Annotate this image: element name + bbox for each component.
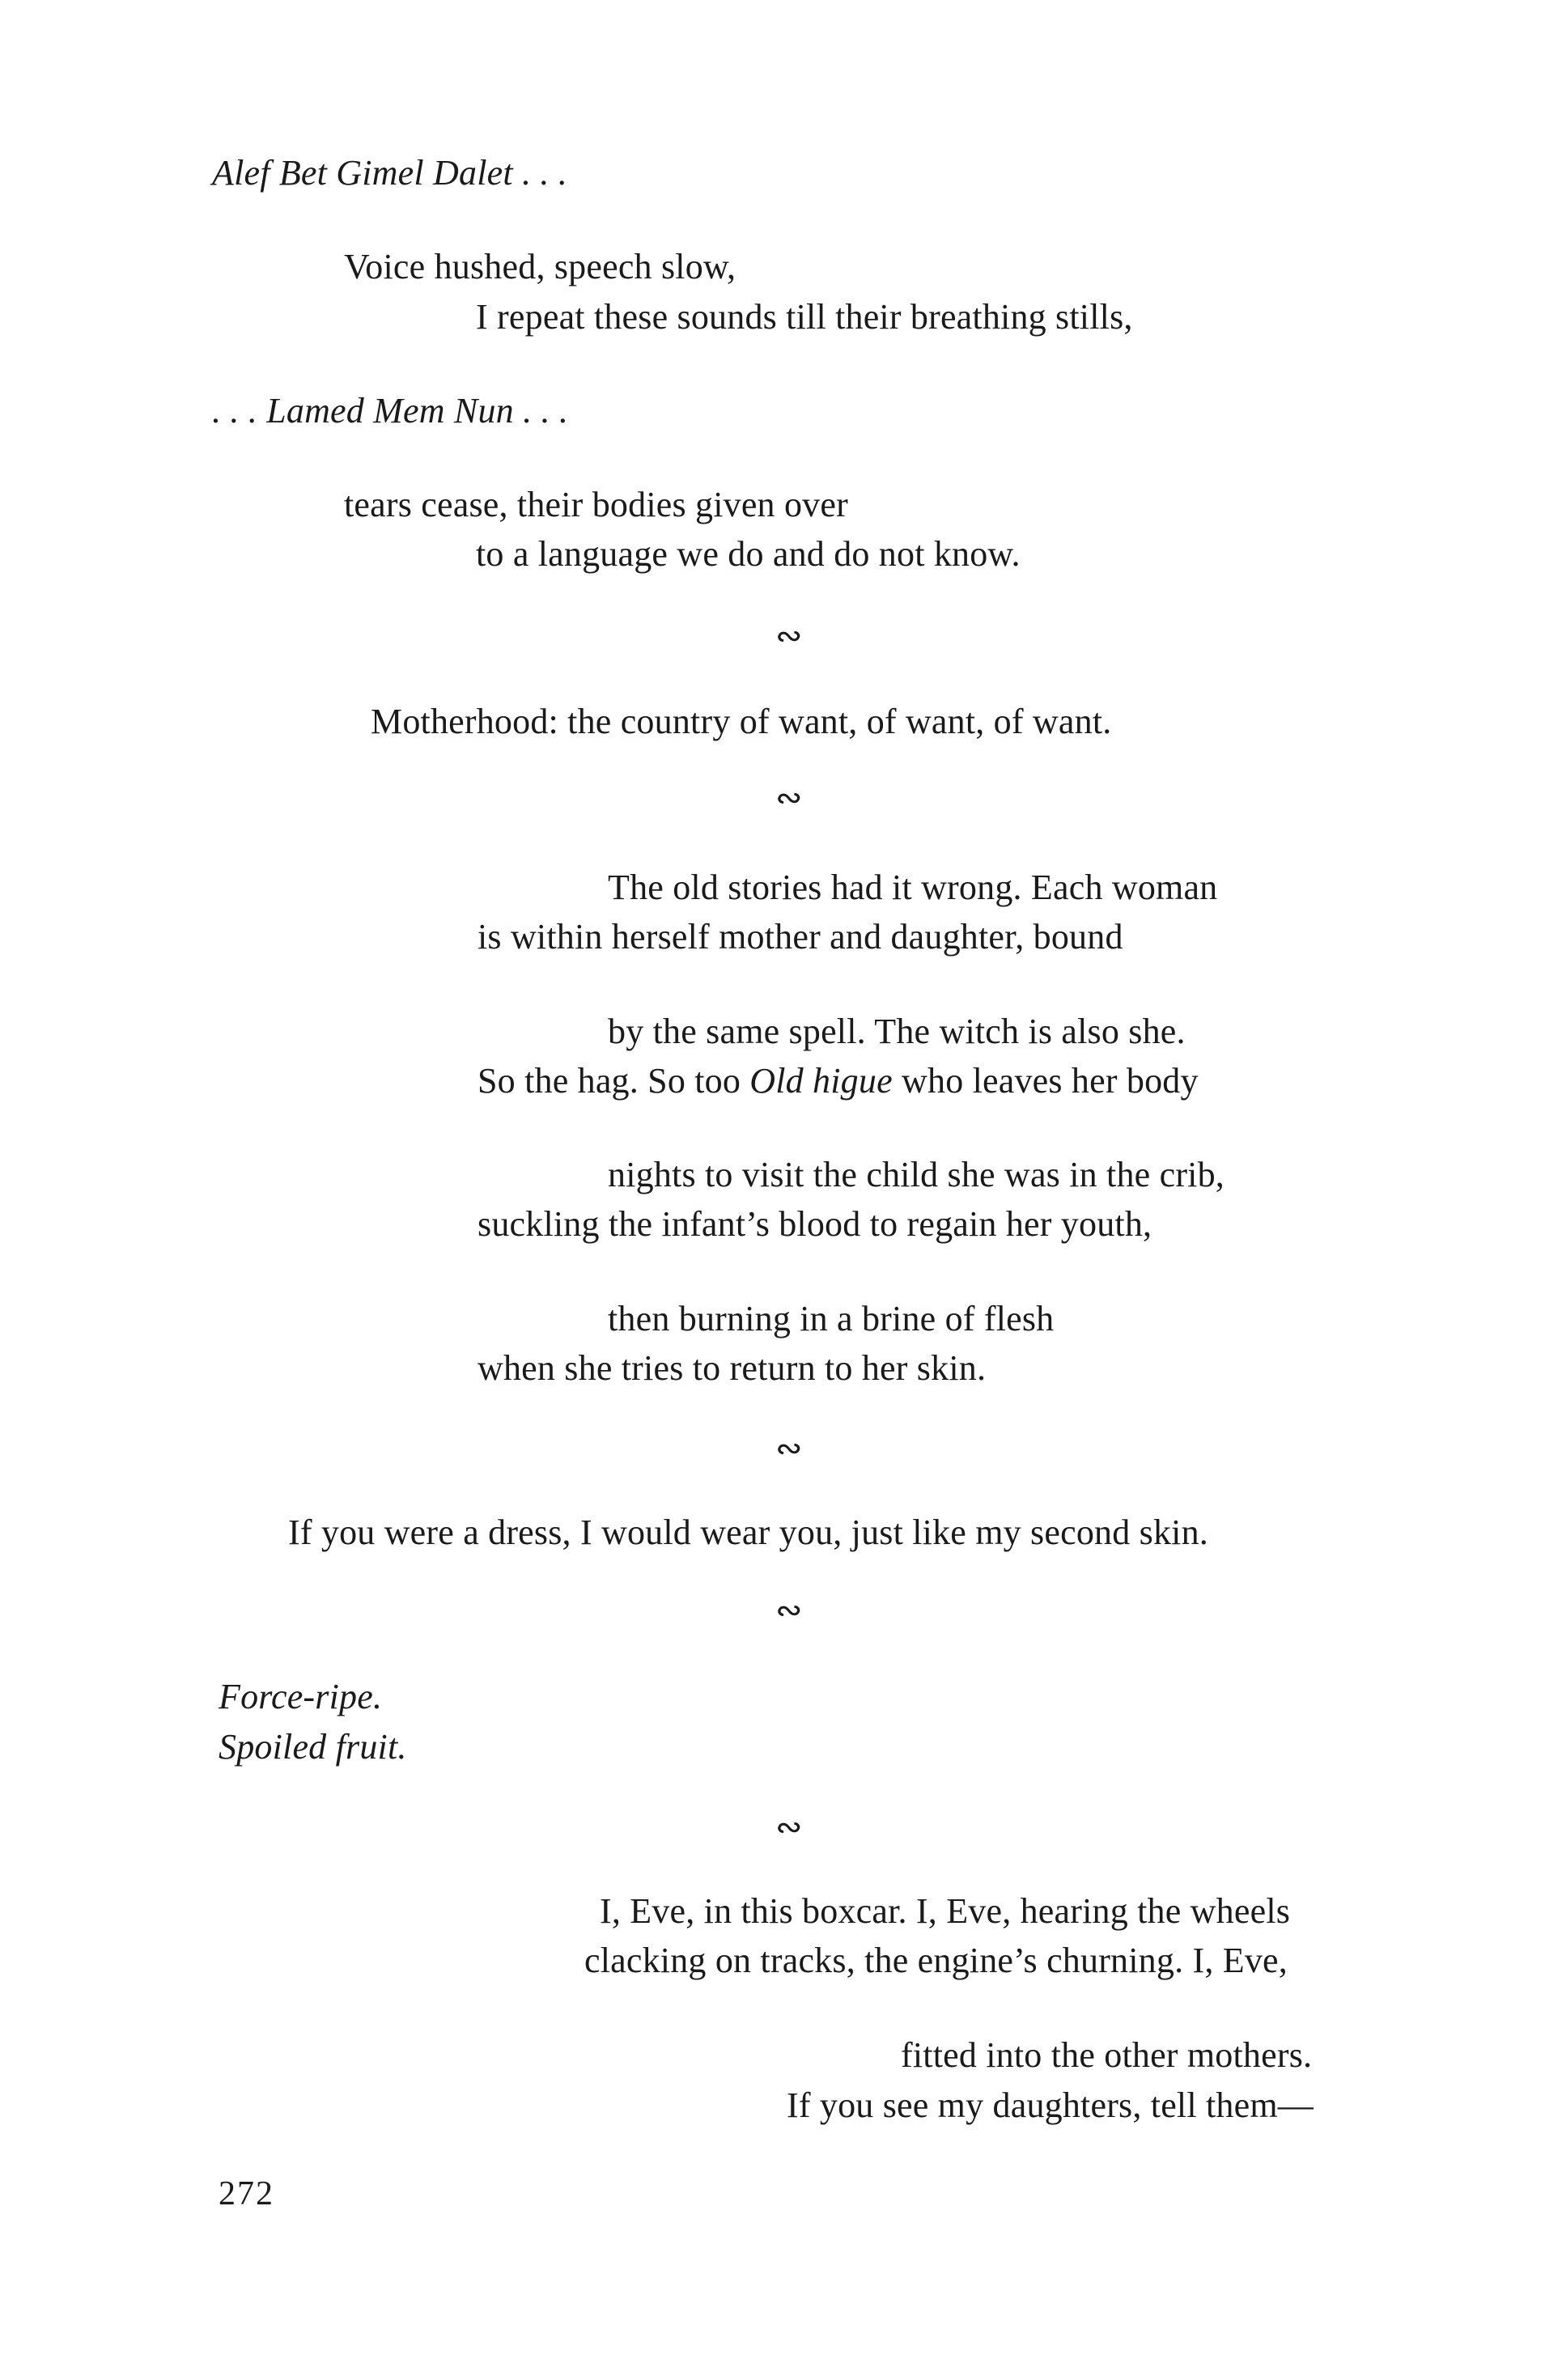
section-divider-ornament: ∾: [775, 1592, 803, 1628]
poem-line: If you were a dress, I would wear you, just like my second skin.: [288, 1512, 1208, 1552]
poem-line: [478, 1063, 1199, 1099]
poem-line: Alef Bet Gimel Dalet . . .: [212, 153, 567, 193]
poem-line: clacking on tracks, the engine’s churning. I, Eve,: [584, 1941, 1288, 1980]
poem-line: to a language we do and do not know.: [476, 534, 1021, 574]
poem-line: Voice hushed, speech slow,: [344, 247, 736, 286]
page-number: 272: [219, 2175, 274, 2212]
section-divider-ornament: ∾: [775, 1430, 803, 1466]
poem-line: fitted into the other mothers.: [901, 2035, 1313, 2075]
poem-line: is within herself mother and daughter, bound: [478, 917, 1123, 957]
poem-line: If you see my daughters, tell them—: [787, 2085, 1314, 2125]
poem-line: Motherhood: the country of want, of want, of want.: [371, 702, 1112, 741]
section-divider-ornament: ∾: [775, 1809, 803, 1845]
poem-line: nights to visit the child she was in the crib,: [608, 1155, 1225, 1194]
section-divider-ornament: ∾: [775, 779, 803, 816]
poem-line: . . . Lamed Mem Nun . . .: [212, 391, 569, 431]
poem-text: So the hag. So too: [478, 1061, 750, 1101]
poem-line: when she tries to return to her skin.: [478, 1348, 987, 1388]
poem-line: by the same spell. The witch is also she.: [608, 1012, 1186, 1051]
poem-text-italic: Old higue: [749, 1061, 893, 1101]
poem-line: Force-ripe.: [219, 1677, 383, 1716]
poem-line: I, Eve, in this boxcar. I, Eve, hearing the wheels: [600, 1891, 1291, 1931]
poem-line: I repeat these sounds till their breathing stills,: [476, 297, 1133, 337]
poem-line: The old stories had it wrong. Each woman: [608, 868, 1218, 907]
poem-line: then burning in a brine of flesh: [608, 1299, 1055, 1338]
poem-line: tears cease, their bodies given over: [344, 485, 848, 524]
poem-line: suckling the infant’s blood to regain her youth,: [478, 1204, 1152, 1244]
poem-text: who leaves her body: [892, 1061, 1199, 1101]
section-divider-ornament: ∾: [775, 617, 803, 654]
poem-line: Spoiled fruit.: [219, 1727, 407, 1767]
